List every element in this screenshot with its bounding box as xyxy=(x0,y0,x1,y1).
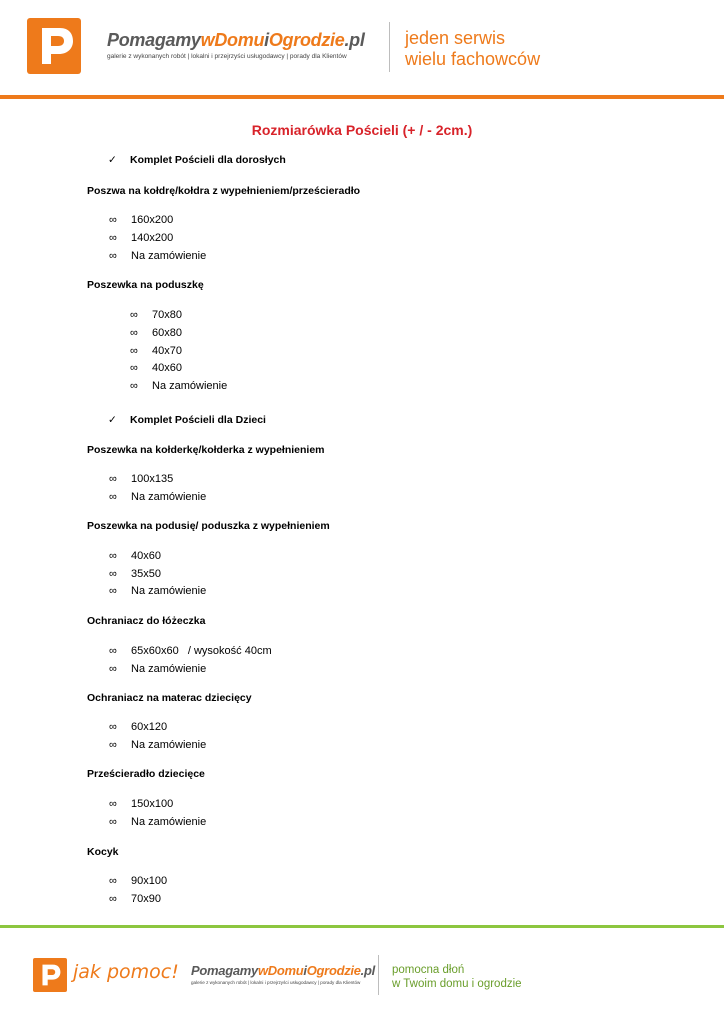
list-item: ∞ 60x80 xyxy=(130,327,182,339)
bullet-icon: ∞ xyxy=(109,663,117,675)
bullet-icon: ∞ xyxy=(109,550,117,562)
section-heading-sheet: Prześcieradło dziecięce xyxy=(87,768,205,780)
bullet-icon: ∞ xyxy=(130,380,138,392)
bullet-icon: ∞ xyxy=(130,327,138,339)
list-item: ∞ 160x200 xyxy=(109,214,174,226)
header-slogan: jeden serwis wielu fachowców xyxy=(405,28,541,69)
logo-p-glyph xyxy=(36,26,74,66)
footer-rule xyxy=(0,925,724,928)
section-heading-kids-pillow: Poszewka na podusię/ poduszka z wypełnieniem xyxy=(87,520,330,532)
check-icon: ✓ xyxy=(108,414,117,426)
footer-brand-name: PomagamywDomuiOgrodzie.pl xyxy=(191,963,375,978)
header-divider xyxy=(389,22,390,72)
bullet-icon: ∞ xyxy=(109,491,117,503)
list-item: ∞ Na zamówienie xyxy=(109,739,207,751)
footer-brand-tagline: galerie z wykonanych robót | lokalni i przejrzyści usługodawcy | porady dla Klientów xyxy=(191,980,361,985)
bullet-icon: ∞ xyxy=(130,345,138,357)
page-title: Rozmiarówka Pościeli (+ / - 2cm.) xyxy=(251,122,473,138)
bullet-icon: ∞ xyxy=(130,309,138,321)
footer-slogan: pomocna dłoń w Twoim domu i ogrodzie xyxy=(392,964,522,990)
list-item: ∞ 40x70 xyxy=(130,345,182,357)
bullet-icon: ∞ xyxy=(109,721,117,733)
list-item: ∞ 70x90 xyxy=(109,893,161,905)
list-item: ∞ 35x50 xyxy=(109,568,161,580)
bullet-icon: ∞ xyxy=(109,473,117,485)
bullet-icon: ∞ xyxy=(109,645,117,657)
header-rule xyxy=(0,95,724,99)
bullet-icon: ∞ xyxy=(109,585,117,597)
bullet-icon: ∞ xyxy=(109,798,117,810)
bullet-icon: ∞ xyxy=(109,250,117,262)
list-item: ∞ 150x100 xyxy=(109,798,174,810)
logo-p-icon xyxy=(27,18,81,74)
footer-logo-p-glyph xyxy=(39,963,61,987)
section-heading-kids-duvet: Poszewka na kołderkę/kołderka z wypełnieniem xyxy=(87,444,325,456)
bullet-icon: ∞ xyxy=(109,875,117,887)
list-item: ∞ Na zamówienie xyxy=(109,663,207,675)
list-item: ∞ Na zamówienie xyxy=(109,250,207,262)
section-heading-blanket: Kocyk xyxy=(87,846,119,858)
brand-name: PomagamywDomuiOgrodzie.pl xyxy=(107,30,365,50)
section-heading-pillow: Poszewka na poduszkę xyxy=(87,279,204,291)
list-item: ∞ Na zamówienie xyxy=(109,491,207,503)
list-item: ∞ 65x60x60 / wysokość 40cm xyxy=(109,645,272,657)
list-item: ∞ 40x60 xyxy=(130,362,182,374)
section-heading-bumper: Ochraniacz do łóżeczka xyxy=(87,615,206,627)
bullet-icon: ∞ xyxy=(130,362,138,374)
list-item: ∞ 140x200 xyxy=(109,232,174,244)
bullet-icon: ∞ xyxy=(109,816,117,828)
check-icon: ✓ xyxy=(108,154,117,166)
bullet-icon: ∞ xyxy=(109,739,117,751)
list-item: ∞ 100x135 xyxy=(109,473,174,485)
list-item: ∞ 60x120 xyxy=(109,721,168,733)
section-heading-mattress: Ochraniacz na materac dziecięcy xyxy=(87,692,252,704)
footer-brand xyxy=(191,963,375,985)
brand-tagline: galerie z wykonanych robót | lokalni i przejrzyści usługodawcy | porady dla Klientów xyxy=(107,53,347,60)
list-item: ∞ Na zamówienie xyxy=(109,585,207,597)
check-item-kids: ✓ Komplet Pościeli dla Dzieci xyxy=(108,414,266,426)
bullet-icon: ∞ xyxy=(109,568,117,580)
bullet-icon: ∞ xyxy=(109,232,117,244)
footer-divider xyxy=(378,955,379,995)
list-item: ∞ 40x60 xyxy=(109,550,161,562)
page-header xyxy=(0,0,724,100)
list-item: ∞ Na zamówienie xyxy=(130,380,228,392)
footer-jak-pomoc: jak pomoc! xyxy=(73,961,179,983)
bullet-icon: ∞ xyxy=(109,214,117,226)
footer-logo-p-icon xyxy=(33,958,67,992)
list-item: ∞ 70x80 xyxy=(130,309,182,321)
list-item: ∞ 90x100 xyxy=(109,875,168,887)
check-item-adults: ✓ Komplet Pościeli dla dorosłych xyxy=(108,154,286,166)
header-brand xyxy=(107,30,365,60)
list-item: ∞ Na zamówienie xyxy=(109,816,207,828)
section-heading-duvet: Poszwa na kołdrę/kołdra z wypełnieniem/prześcieradło xyxy=(87,185,361,197)
bullet-icon: ∞ xyxy=(109,893,117,905)
